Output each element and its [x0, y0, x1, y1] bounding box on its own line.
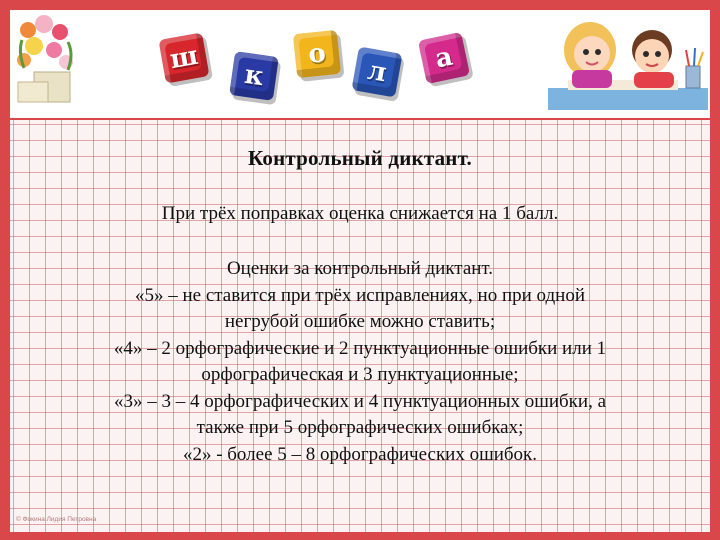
- grading-line: «2» - более 5 – 8 орфографических ошибок.: [182, 443, 538, 465]
- letter-cube-sh: ш: [159, 33, 210, 84]
- header-banner: [10, 10, 710, 110]
- flower-bouquet-image: [14, 12, 76, 106]
- grading-line: Оценки за контрольный диктант.: [226, 258, 494, 279]
- grading-line: «3» – 3 – 4 орфографических и 4 пунктуационных ошибки, а: [113, 390, 606, 412]
- grading-criteria: [60, 256, 660, 468]
- rule-paragraph: При трёх поправках оценка снижается на 1 балл.: [161, 203, 559, 224]
- letter-cube-k: к: [229, 51, 279, 101]
- grading-line: негрубой ошибке можно ставить;: [224, 311, 496, 332]
- grading-line: также при 5 орфографических ошибках;: [196, 417, 524, 438]
- grading-line: «4» – 2 орфографические и 2 пунктуационные ошибки или 1: [113, 337, 607, 359]
- author-credit: © Фокина Лидия Петровна: [16, 516, 97, 523]
- school-children-image: [548, 10, 708, 110]
- letter-cube-a: а: [418, 32, 470, 84]
- letter-cube-l: л: [352, 47, 403, 98]
- grading-line: «5» – не ставится при трёх исправлениях, но при одной: [134, 284, 586, 306]
- grading-line: орфографическая и 3 пунктуационные;: [201, 364, 519, 385]
- letter-cube-o: о: [293, 30, 341, 78]
- page-title: Контрольный диктант.: [248, 146, 472, 170]
